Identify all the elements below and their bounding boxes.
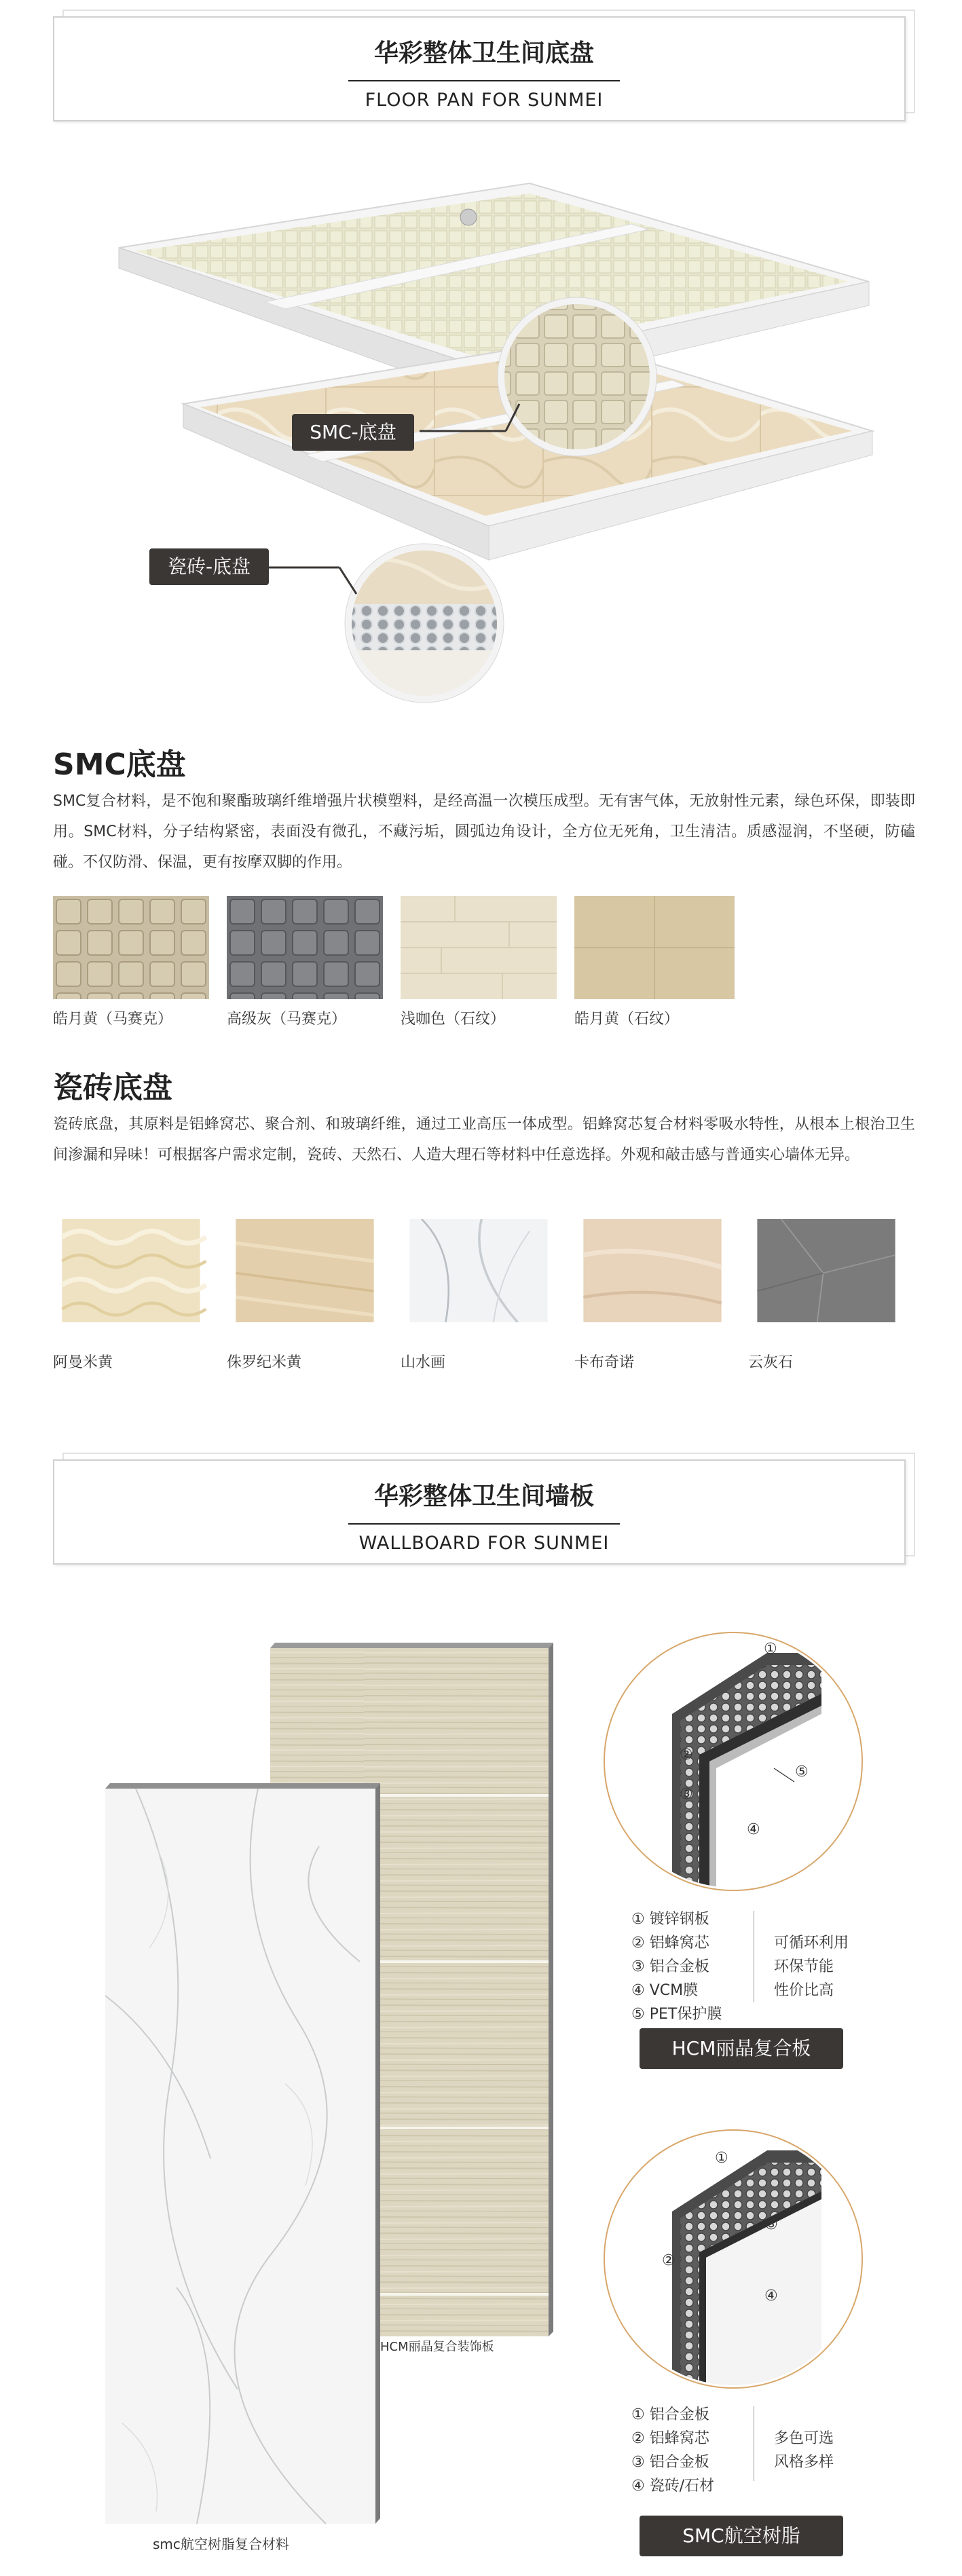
hcm-layer: ② 铝蜂窝芯 <box>631 1935 709 1952</box>
smc-layer: ① 铝合金板 <box>631 2406 709 2423</box>
smc-marker: ① <box>715 2150 728 2167</box>
swatch-oman-beige <box>53 1219 209 1322</box>
swatch-landscape <box>401 1219 557 1322</box>
floor-pan-illustration <box>0 170 962 713</box>
smc-layer: ③ 铝合金板 <box>631 2454 709 2471</box>
hcm-marker: ③ <box>680 1786 693 1803</box>
hcm-layer-list <box>631 1907 722 2026</box>
floor-title-box <box>53 10 915 122</box>
hcm-panel-caption: HCM丽晶复合装饰板 <box>380 2340 494 2354</box>
swatch-label: 高级灰（马赛克） <box>227 1011 347 1028</box>
swatch-cloud-gray-stone <box>748 1219 904 1322</box>
swatch-haoyue-mosaic <box>53 896 209 999</box>
floor-title-en: FLOOR PAN FOR SUNMEI <box>365 90 604 111</box>
wall-panels-illustration <box>95 1643 570 2545</box>
swatch-label: 侏罗纪米黄 <box>227 1354 302 1371</box>
swatch-gray-mosaic <box>227 896 383 999</box>
smc-heading: SMC底盘 <box>53 747 186 782</box>
swatch-label: 浅咖色（石纹） <box>401 1011 506 1028</box>
swatch-label: 阿曼米黄 <box>53 1354 113 1371</box>
hcm-marker: ④ <box>747 1821 760 1838</box>
smc-marker: ③ <box>764 2216 778 2233</box>
hcm-layer-diagram <box>597 1626 869 1897</box>
swatch-haoyue-stone <box>574 896 735 999</box>
hcm-layer: ⑤ PET保护膜 <box>631 2006 722 2023</box>
swatch-label: 山水画 <box>401 1354 446 1371</box>
hcm-feature: 环保节能 <box>774 1958 834 1975</box>
hcm-marker: ① <box>764 1641 777 1658</box>
hcm-board-button[interactable]: HCM丽晶复合板 <box>640 2028 843 2069</box>
smc-layer: ② 铝蜂窝芯 <box>631 2430 709 2447</box>
hcm-marker: ⑤ <box>795 1763 809 1780</box>
swatch-label: 皓月黄（马赛克） <box>53 1011 173 1028</box>
hcm-feature: 可循环利用 <box>774 1935 849 1952</box>
smc-layer: ④ 瓷砖/石材 <box>631 2478 715 2495</box>
smc-layer-list <box>631 2403 714 2498</box>
smc-layer-diagram <box>597 2123 869 2395</box>
wall-title-en: WALLBOARD FOR SUNMEI <box>358 1533 610 1554</box>
wall-title-box <box>53 1453 915 1565</box>
title-divider <box>348 80 620 81</box>
swatch-label: 卡布奇诺 <box>574 1354 635 1371</box>
hcm-layer: ① 镀锌钢板 <box>631 1911 709 1928</box>
tile-pan-label: 瓷砖-底盘 <box>149 548 269 585</box>
wall-title-zh: 华彩整体卫生间墙板 <box>373 1482 594 1510</box>
hcm-feature-list <box>774 1931 849 2002</box>
floor-title-zh: 华彩整体卫生间底盘 <box>373 39 594 67</box>
hcm-feature: 性价比高 <box>774 1982 834 1999</box>
smc-pan-label: SMC-底盘 <box>292 414 414 451</box>
swatch-jurassic-beige <box>227 1219 383 1322</box>
swatch-label: 皓月黄（石纹） <box>574 1011 680 1028</box>
hcm-marker: ② <box>680 1747 693 1763</box>
smc-feature: 风格多样 <box>774 2454 834 2471</box>
smc-panel-caption: smc航空树脂复合材料 <box>153 2536 289 2552</box>
tile-description: 瓷砖底盘，其原料是铝蜂窝芯、聚合剂、和玻璃纤维，通过工业高压一体成型。铝蜂窝芯复合材料零吸水特性，从根本上根治卫生间渗漏和异味！可根据客户需求定制，瓷砖、天然石、人造大理石等材料中任意选择。外观和敲击感与普通实心墙体无异。 <box>53 1116 915 1163</box>
title-divider <box>348 1523 620 1525</box>
tile-heading: 瓷砖底盘 <box>53 1070 172 1105</box>
hcm-layer: ③ 铝合金板 <box>631 1958 709 1975</box>
swatch-light-coffee-stone <box>401 896 557 999</box>
swatch-label: 云灰石 <box>748 1354 794 1371</box>
smc-marker: ② <box>662 2252 676 2269</box>
hcm-layer: ④ VCM膜 <box>631 1982 699 1999</box>
smc-marker: ④ <box>764 2288 778 2304</box>
smc-description: SMC复合材料，是不饱和聚酯玻璃纤维增强片状模塑料，是经高温一次模压成型。无有害气体，无放射性元素，绿色环保，即装即用。SMC材料，分子结构紧密，表面没有微孔，不藏污垢，圆弧边角设计，全方位无死角，卫生清洁。质感湿润，不坚硬，防磕碰。不仅防滑、保温，更有按摩双脚的作用。 <box>53 793 915 871</box>
smc-resin-button[interactable]: SMC航空树脂 <box>640 2516 843 2556</box>
smc-feature-list <box>774 2427 834 2474</box>
swatch-cappuccino <box>574 1219 730 1322</box>
smc-feature: 多色可选 <box>774 2430 834 2447</box>
